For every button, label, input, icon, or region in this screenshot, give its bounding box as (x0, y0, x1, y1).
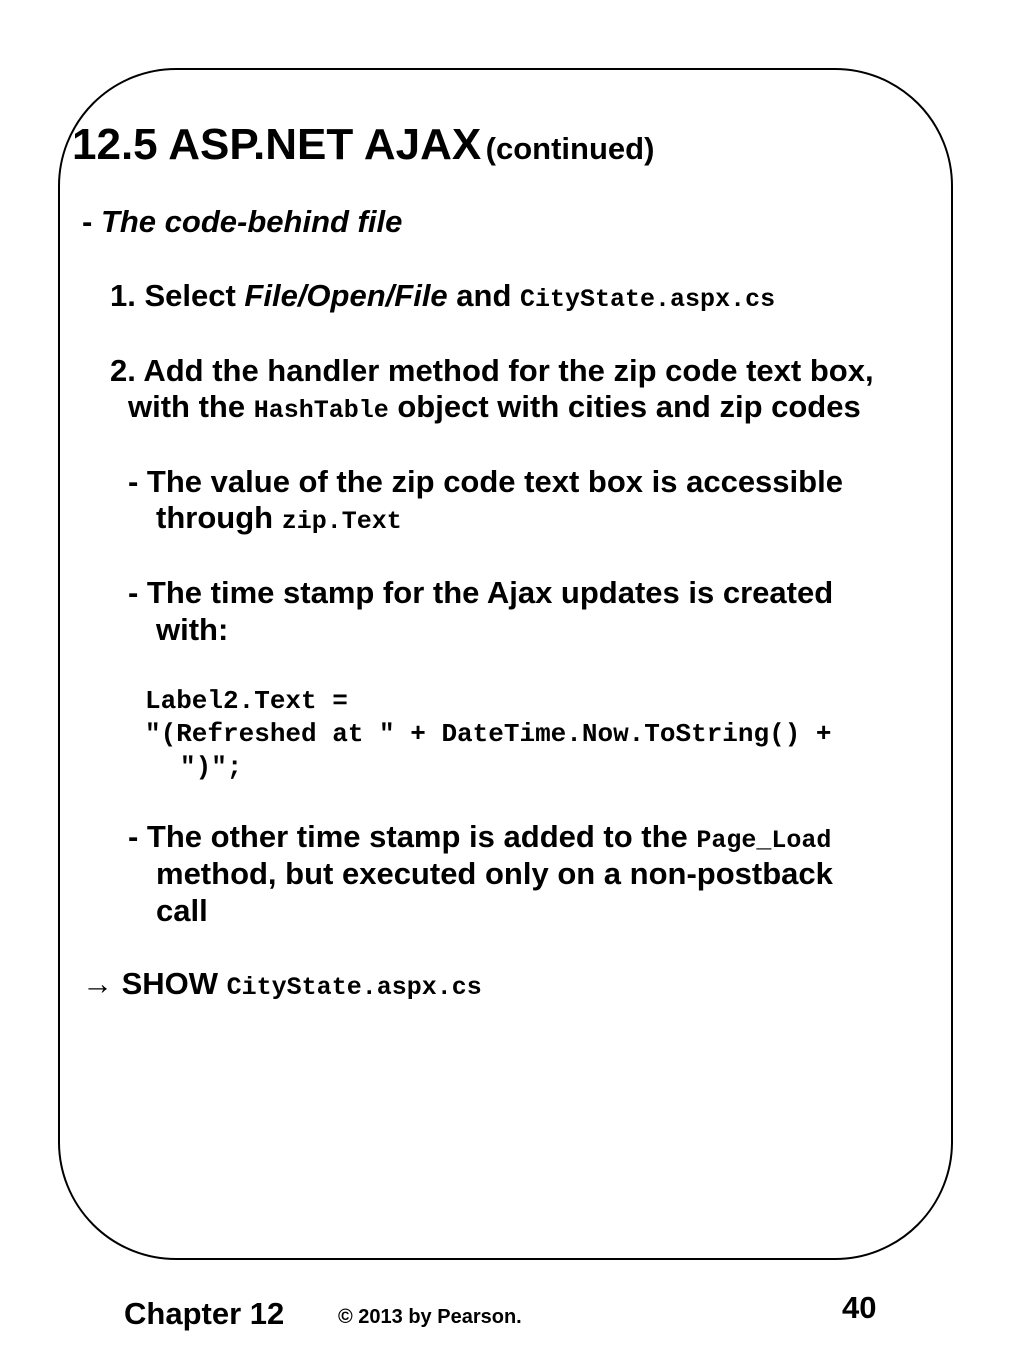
step-2-line-2 (128, 389, 861, 425)
step-1-file: CityState.aspx.cs (520, 285, 776, 314)
step-1-prefix: 1. Select (110, 278, 245, 313)
step-2-code: HashTable (253, 396, 389, 425)
show-line (82, 966, 482, 1002)
bullet-other-line-2: method, but executed only on a non-postback (156, 856, 833, 891)
bullet-other-prefix: - The other time stamp is added to the (128, 819, 697, 854)
step-2-line-2-suffix: object with cities and zip codes (388, 389, 861, 424)
page-number: 40 (842, 1290, 877, 1325)
code-line-1: Label2.Text = (145, 686, 348, 716)
show-file: CityState.aspx.cs (226, 973, 482, 1002)
bullet-other-code: Page_Load (696, 826, 832, 855)
bullet-zip-line-1: - The value of the zip code text box is accessible (128, 464, 843, 499)
section-label: The code-behind file (100, 204, 403, 239)
bullet-zip-code: zip.Text (281, 507, 402, 536)
section-heading (82, 204, 402, 240)
page-title (72, 120, 654, 170)
section-dash: - (82, 204, 101, 239)
footer-chapter: Chapter 12 (124, 1296, 285, 1331)
step-2-line-2-prefix: with the (128, 389, 254, 424)
footer-copyright: © 2013 by Pearson. (338, 1306, 522, 1328)
step-1-connector: and (447, 278, 521, 313)
bullet-other-line-3: call (156, 893, 208, 928)
slide-frame (58, 68, 953, 1260)
bullet-time-line-1: - The time stamp for the Ajax updates is created (128, 575, 834, 610)
step-1 (110, 278, 775, 314)
bullet-other-line-1 (128, 819, 831, 855)
bullet-zip-prefix: through (156, 500, 282, 535)
arrow-right-icon: → (82, 966, 113, 1001)
show-label: SHOW (113, 966, 227, 1001)
step-1-menu-path: File/Open/File (244, 278, 448, 313)
bullet-time-line-2: with: (156, 612, 229, 647)
title-main: 12.5 ASP.NET AJAX (72, 120, 482, 169)
title-sub: (continued) (485, 131, 655, 166)
step-2-line-1: 2. Add the handler method for the zip code text box, (110, 353, 874, 388)
code-line-2: "(Refreshed at " + DateTime.Now.ToString() + (145, 719, 832, 749)
bullet-zip-line-2 (156, 500, 402, 536)
code-line-3: ")"; (180, 752, 243, 782)
